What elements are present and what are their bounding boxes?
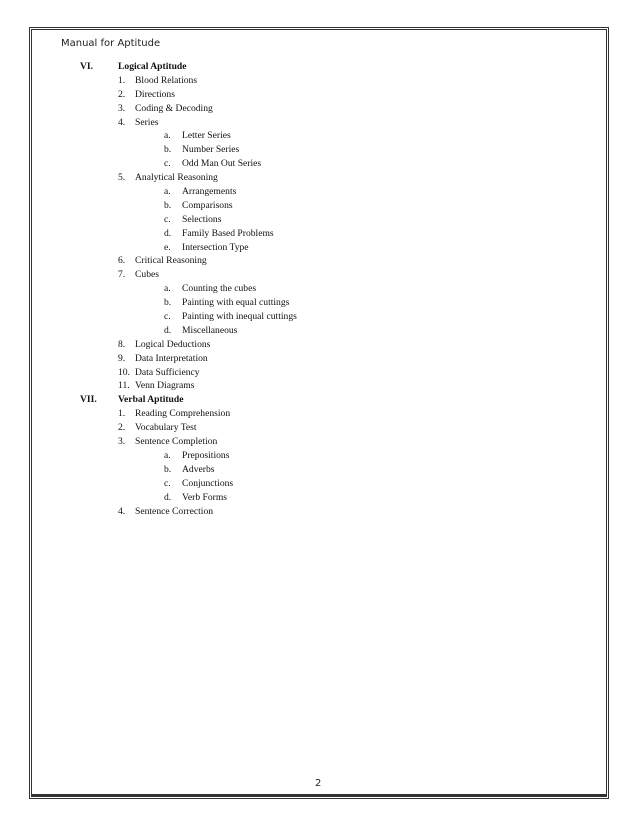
item-number: 4. <box>118 116 126 128</box>
sub-item-label: Selections <box>182 213 222 225</box>
list-item <box>0 407 638 421</box>
section-title: Logical Aptitude <box>118 61 187 72</box>
item-label: Venn Diagrams <box>135 380 195 392</box>
item-number: 3. <box>118 102 126 114</box>
sub-item-letter: b. <box>164 199 172 211</box>
sub-list-item <box>0 199 638 213</box>
sub-item-label: Intersection Type <box>182 241 249 253</box>
list-item <box>0 88 638 102</box>
sub-item-label: Prepositions <box>182 449 230 461</box>
sub-list-item <box>0 449 638 463</box>
sub-item-letter: b. <box>164 463 172 475</box>
item-number: 9. <box>118 352 126 364</box>
sub-item-label: Miscellaneous <box>182 324 238 336</box>
document-outline <box>0 60 638 518</box>
sub-item-label: Letter Series <box>182 130 231 142</box>
sub-item-letter: a. <box>164 449 171 461</box>
list-item <box>0 268 638 282</box>
section-title: Verbal Aptitude <box>118 394 184 406</box>
sub-list-item <box>0 324 638 338</box>
sub-list-item <box>0 463 638 477</box>
sub-item-label: Comparisons <box>182 199 233 211</box>
item-label: Data Interpretation <box>135 352 208 364</box>
list-item <box>0 352 638 366</box>
sub-item-label: Conjunctions <box>182 477 234 489</box>
sub-item-letter: e. <box>164 241 171 253</box>
sub-item-label: Family Based Problems <box>182 227 274 239</box>
sub-list-item <box>0 227 638 241</box>
list-item <box>0 435 638 449</box>
sub-item-letter: c. <box>164 213 171 225</box>
list-item <box>0 379 638 393</box>
list-item <box>0 505 638 519</box>
sub-list-item <box>0 157 638 171</box>
item-label: Directions <box>135 88 175 100</box>
sub-item-letter: b. <box>164 144 172 156</box>
sub-list-item <box>0 282 638 296</box>
item-number: 11. <box>118 380 130 392</box>
item-label: Logical Deductions <box>135 338 211 350</box>
sub-item-letter: b. <box>164 297 172 309</box>
sub-item-label: Odd Man Out Series <box>182 158 262 170</box>
item-number: 7. <box>118 269 126 281</box>
sub-list-item <box>0 491 638 505</box>
sub-item-label: Painting with inequal cuttings <box>182 311 297 323</box>
page-number: 2 <box>315 778 322 789</box>
sub-list-item <box>0 143 638 157</box>
sub-item-letter: d. <box>164 227 172 239</box>
sub-item-letter: d. <box>164 324 172 336</box>
item-label: Analytical Reasoning <box>135 172 218 184</box>
item-number: 6. <box>118 255 126 267</box>
sub-list-item <box>0 241 638 255</box>
item-number: 1. <box>118 74 126 86</box>
section-number: VI. <box>80 61 94 72</box>
sub-item-letter: d. <box>164 491 172 503</box>
sub-list-item <box>0 185 638 199</box>
list-item <box>0 338 638 352</box>
sub-list-item <box>0 213 638 227</box>
sub-item-label: Counting the cubes <box>182 283 257 295</box>
item-label: Cubes <box>135 269 159 281</box>
item-label: Sentence Correction <box>135 505 214 517</box>
item-number: 5. <box>118 172 126 184</box>
item-label: Series <box>135 116 159 128</box>
item-label: Sentence Completion <box>135 436 218 448</box>
section-heading <box>0 60 638 74</box>
list-item <box>0 102 638 116</box>
sub-item-letter: a. <box>164 130 171 142</box>
list-item <box>0 421 638 435</box>
item-label: Data Sufficiency <box>135 366 200 378</box>
sub-item-letter: a. <box>164 283 171 295</box>
item-number: 8. <box>118 338 126 350</box>
section-heading <box>0 393 638 407</box>
sub-item-label: Verb Forms <box>182 491 228 503</box>
item-label: Coding & Decoding <box>135 102 213 114</box>
item-label: Critical Reasoning <box>135 255 207 267</box>
running-header: Manual for Aptitude <box>61 38 161 49</box>
list-item <box>0 366 638 380</box>
item-label: Vocabulary Test <box>135 422 197 434</box>
item-number: 10. <box>118 366 130 378</box>
sub-list-item <box>0 477 638 491</box>
list-item <box>0 116 638 130</box>
sub-list-item <box>0 296 638 310</box>
sub-item-label: Arrangements <box>182 186 237 198</box>
sub-list-item <box>0 310 638 324</box>
item-number: 3. <box>118 436 126 448</box>
sub-item-letter: c. <box>164 477 171 489</box>
item-number: 2. <box>118 422 126 434</box>
list-item <box>0 74 638 88</box>
sub-item-letter: c. <box>164 158 171 170</box>
item-label: Blood Relations <box>135 74 198 86</box>
sub-item-label: Painting with equal cuttings <box>182 297 290 309</box>
section-number: VII. <box>80 394 97 406</box>
item-label: Reading Comprehension <box>135 408 231 420</box>
sub-item-letter: a. <box>164 186 171 198</box>
sub-item-letter: c. <box>164 311 171 323</box>
list-item <box>0 171 638 185</box>
item-number: 1. <box>118 408 126 420</box>
sub-item-label: Adverbs <box>182 463 215 475</box>
item-number: 2. <box>118 88 126 100</box>
list-item <box>0 254 638 268</box>
sub-list-item <box>0 129 638 143</box>
item-number: 4. <box>118 505 126 517</box>
sub-item-label: Number Series <box>182 144 240 156</box>
